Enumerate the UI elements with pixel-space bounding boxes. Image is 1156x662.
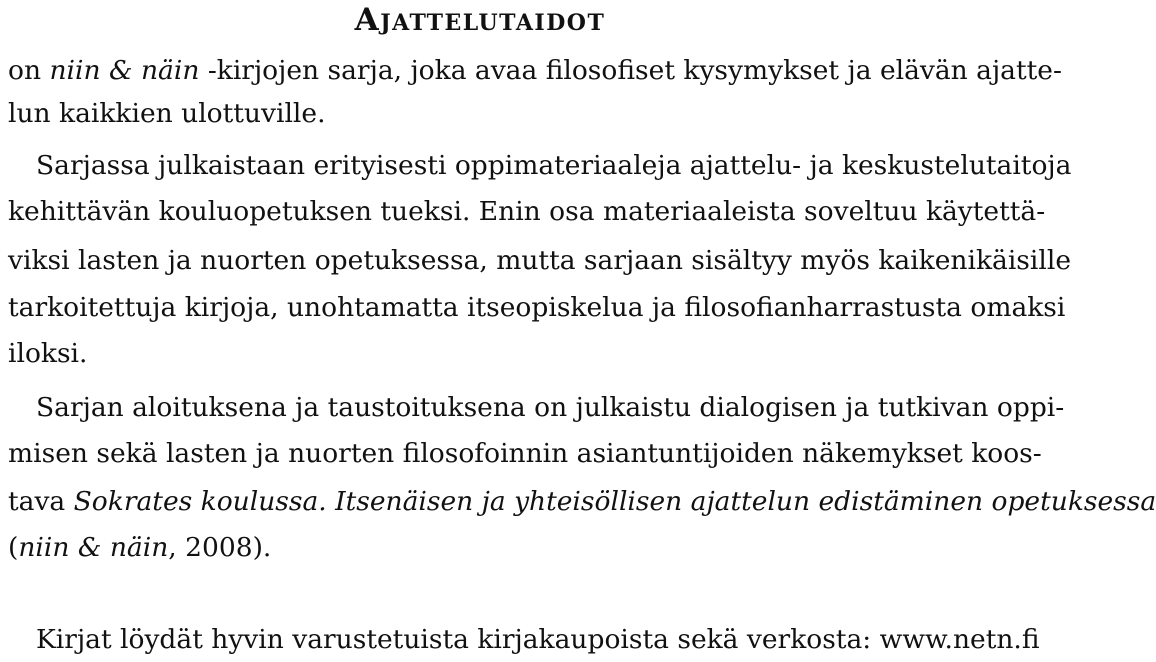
book-title: Sokrates koulussa. Itsenäisen ja yhteisöllisen ajattelun edistäminen opetuksessa xyxy=(73,486,1156,517)
paragraph-3-line-3 xyxy=(8,484,1156,520)
series-name: niin & näin xyxy=(18,532,169,563)
paragraph-3-line-1: Sarjan aloituksena ja taustoituksena on julkaistu dialogisen ja tutkivan oppi- xyxy=(36,392,1065,423)
text-segment: -kirjojen sarja, joka avaa filosofiset kysymykset ja elävän ajatte- xyxy=(199,55,1062,86)
text-segment: tava xyxy=(8,486,74,517)
paragraph-2-line-1: Sarjassa julkaistaan erityisesti oppimateriaaleja ajattelu- ja keskustelutaitoja xyxy=(36,150,1072,181)
paragraph-2-line-2: kehittävän kouluopetuksen tueksi. Enin osa materiaaleista soveltuu käytettä- xyxy=(8,196,1046,227)
paragraph-2-line-3: viksi lasten ja nuorten opetuksessa, mutta sarjaan sisältyy myös kaikenikäisille xyxy=(8,245,1072,276)
page-title: Ajattelutaidot xyxy=(354,2,606,38)
paragraph-1-line-2: lun kaikkien ulottuville. xyxy=(8,98,326,129)
text-segment: ( xyxy=(8,532,19,563)
text-segment: , 2008). xyxy=(168,532,272,563)
paragraph-1-line-1 xyxy=(8,53,1062,89)
paragraph-3-line-4 xyxy=(8,530,271,566)
footer-text: Kirjat löydät hyvin varustetuista kirjakaupoista sekä verkosta: www.netn.fi xyxy=(36,624,1040,655)
paragraph-2-line-5: iloksi. xyxy=(8,338,88,369)
paragraph-2-line-4: tarkoitettuja kirjoja, unohtamatta itseopiskelua ja filosofianharrastusta omaksi xyxy=(8,292,1066,323)
text-segment: on xyxy=(8,55,50,86)
series-name: niin & näin xyxy=(49,55,200,86)
paragraph-3-line-2: misen sekä lasten ja nuorten filosofoinnin asiantuntijoiden näkemykset koos- xyxy=(8,438,1042,469)
